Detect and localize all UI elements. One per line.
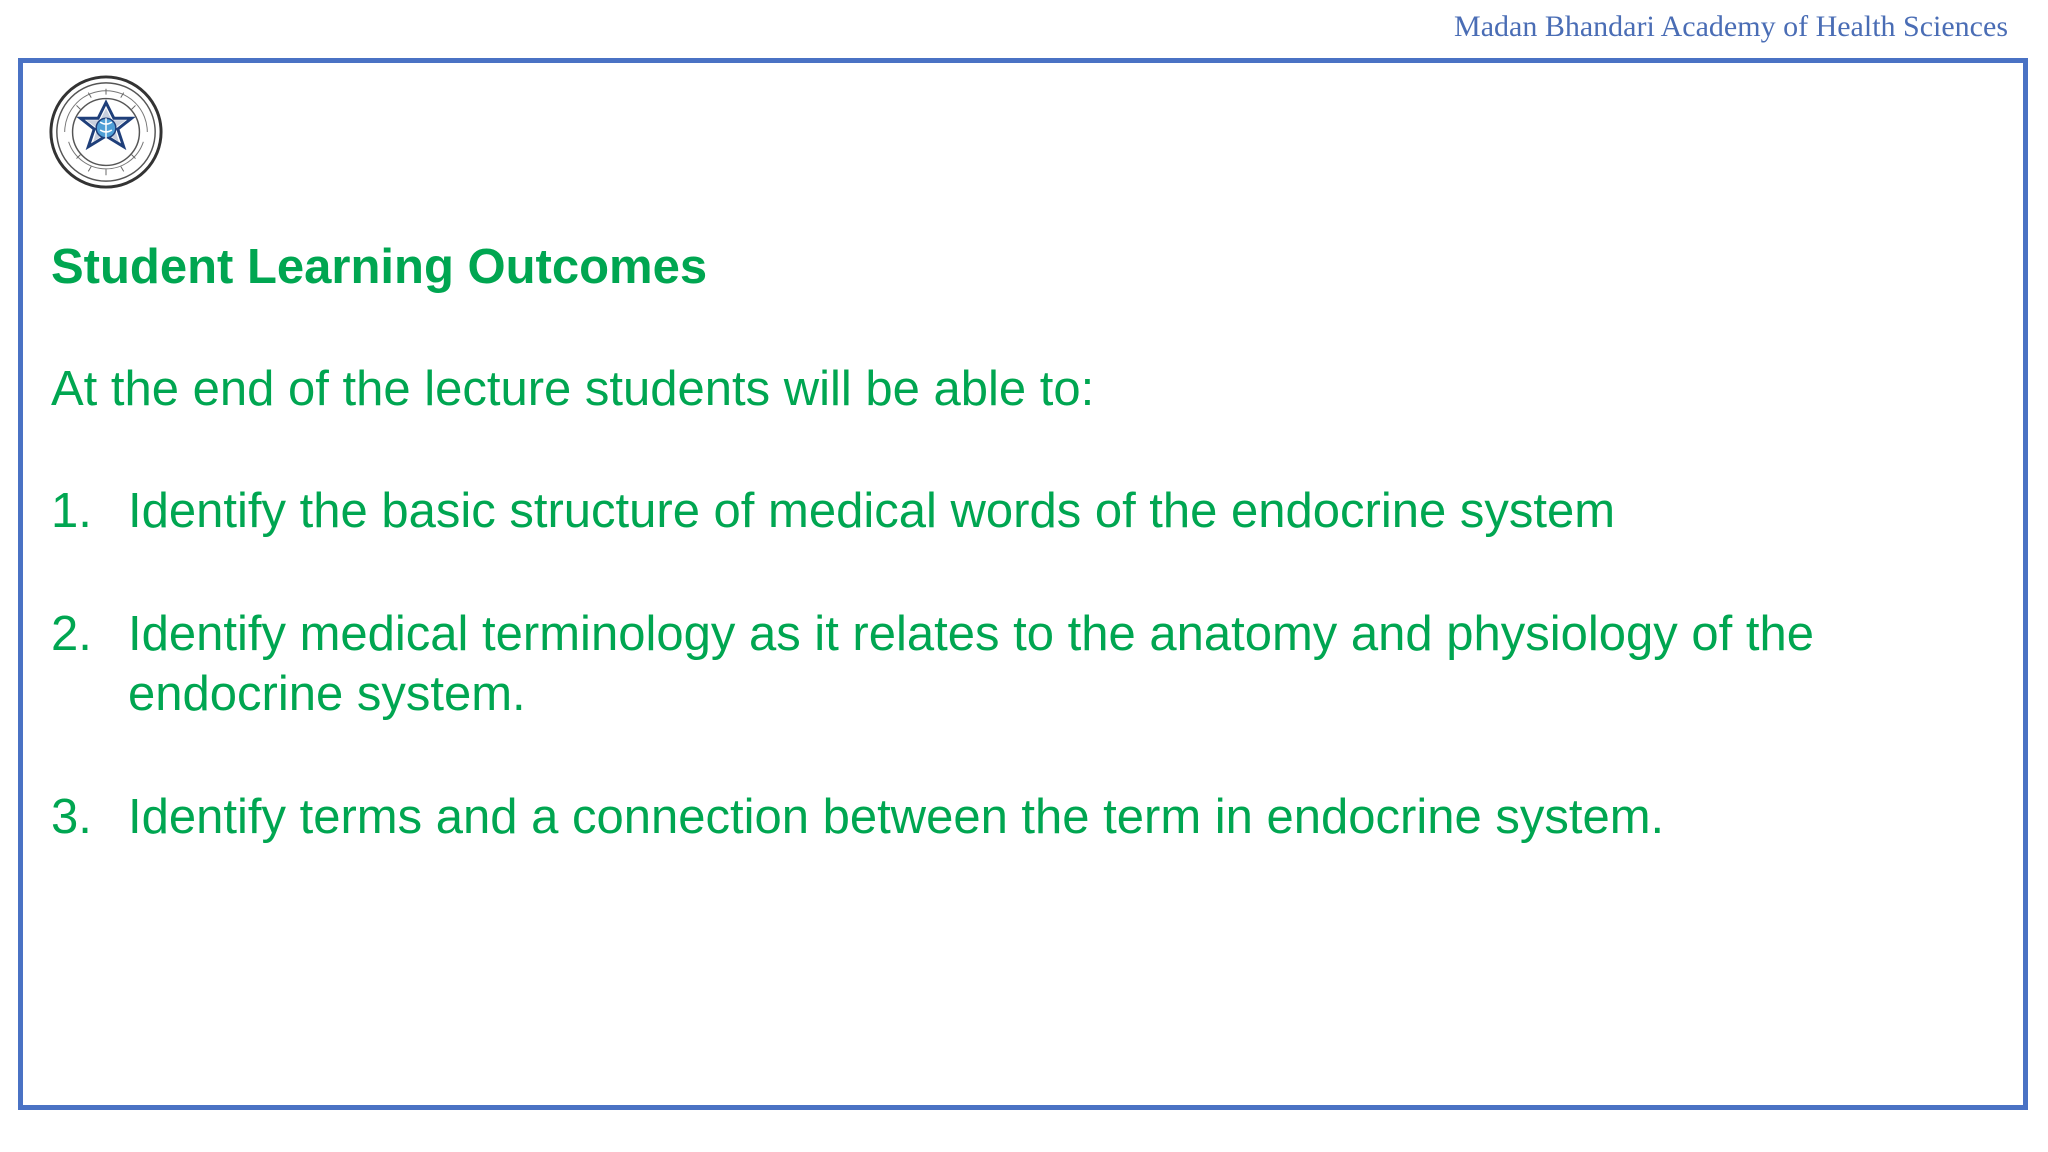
outcome-number: 3. [51,790,92,844]
outcome-item [51,604,1991,724]
institution-name-header: Madan Bhandari Academy of Health Sciences [1454,10,2008,43]
outcome-number: 2. [51,607,92,661]
outcome-item [51,481,1991,541]
lecture-intro-text: At the end of the lecture students will be able to: [51,362,1095,416]
outcome-text: Identify medical terminology as it relates to the anatomy and physiology of the endocrine system. [128,607,1814,721]
slide-title: Student Learning Outcomes [51,240,708,294]
outcome-text: Identify terms and a connection between the term in endocrine system. [128,790,1665,844]
outcomes-list [51,481,1991,910]
slide-frame [18,58,2028,1110]
outcome-text: Identify the basic structure of medical words of the endocrine system [128,484,1616,538]
outcome-number: 1. [51,484,92,538]
outcome-item [51,787,1991,847]
institution-seal-icon [47,73,165,191]
